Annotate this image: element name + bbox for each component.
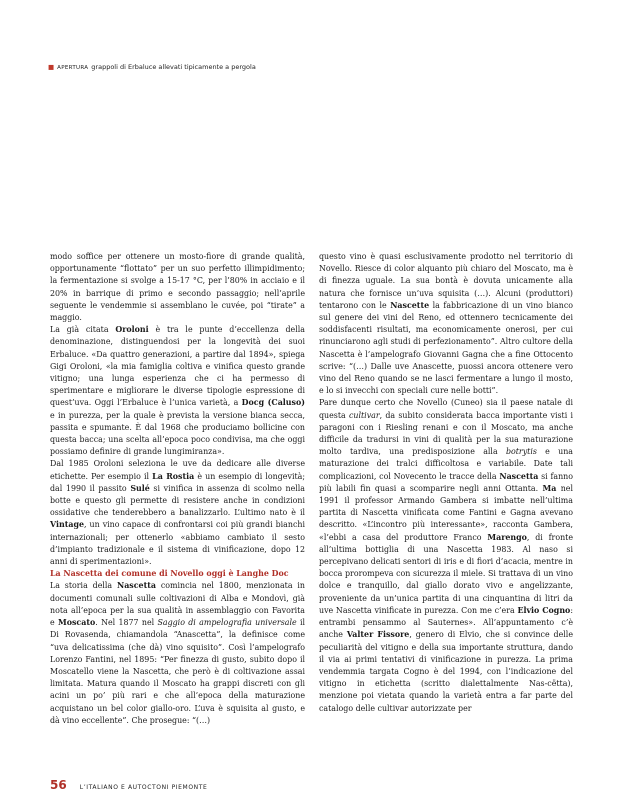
page-number: 56	[50, 778, 67, 792]
page-footer	[50, 774, 207, 793]
photo-caption	[48, 63, 256, 71]
running-title: L’ITALIANO E AUTOCTONI PIEMONTE	[79, 784, 208, 791]
section-heading: La Nascetta dei comune di Novello oggi è Langhe Doc	[50, 569, 289, 579]
left-text-column	[50, 251, 305, 727]
paragraph: La già citata Oroloni è tra le punte d’eccellenza della denominazione, distinguendosi per la longevità dei suoi Erbaluce. «Da quattro generazioni, a partire dal 1894», spiega Gigi Oroloni, «la mia famiglia coltiva e vinifica questo grande vitigno; una lunga esperienza che ci ha permesso di sperimentare e migliorare le diverse tipologie espressione di quest’uva. Oggi l’Erbaluce è l’unica varietà, a Docg (Caluso) e in purezza, per la quale è prevista la versione bianca secca, passita e spumante. È dal 1968 che produciamo bollicine con questa bacca; una scelta all’epoca poco condivisa, ma che oggi possiamo definire di grande lungimiranza».	[50, 325, 305, 457]
paragraph: questo vino è quasi esclusivamente prodotto nel territorio di Novello. Riesce di color alquanto più chiaro del Moscato, ma è di finezza uguale. La sua bontà è dovuta unicamente alla natura che fornisce un’uva squisita (…). Alcuni (produttori) tentarono con le Nascette la fabbricazione di un vino bianco sul genere dei vini del Reno, ed ottennero tecnicamente dei soddisfacenti risultati, ma economicamente onerosi, per cui rinunciarono agli studi di perfezionamento”. Altro cultore della Nascetta è l’ampelografo Giovanni Gagna che a fine Ottocento scrive: “(…) Dalle uve Anascette, puossi ancora ottenere vero vino del Reno quando se ne lasci fermentare a lungo il mosto, e lo si invecchi con speciali cure nelle botti”.	[319, 252, 573, 396]
caption-tag: APERTURA	[57, 65, 89, 71]
paragraph: modo soffice per ottenere un mosto-fiore di grande qualità, opportunamente “flottato” per un suo perfetto illimpidimento; la fermentazione si svolge a 15-17 °C, per l’80% in acciaio e il 20% in barrique di primo e secondo passaggio; nell’aprile seguente le vendemmie si assemblano le cuvée, poi “tirate” a maggio.	[50, 252, 305, 323]
paragraph: La storia della Nascetta comincia nel 1800, menzionata in documenti comunali sulle coltivazioni di Alba e Mondovì, già nota all’epoca per la sua qualità in assemblaggio con Favorita e Moscato. Nel 1877 nel Saggio di ampelografia universale il Di Rovasenda, chiamandola “Anascetta”, la definisce come “uva delicatissima (che dà) vino squisito”. Così l’ampelografo Lorenzo Fantini, nel 1895: “Per finezza di gusto, subito dopo il Moscatello viene la Nascetta, che però è di coltivazione assai limitata. Matura quando il Moscato ha grappi discreti con gli acini un po’ più rari e che all’epoca della maturazione acquistano un bel color giallo-oro. L’uva è squisita al gusto, e dà vino eccellente”. Che prosegue: “(…)	[50, 581, 306, 725]
caption-bullet-icon: ■	[48, 63, 55, 71]
right-text-column	[319, 251, 573, 715]
caption-text: grappoli di Erbaluce allevati tipicamente a pergola	[91, 63, 256, 71]
paragraph: Pare dunque certo che Novello (Cuneo) sia il paese natale di questa cultivar, da subito considerata bacca importante visti i paragoni con i Riesling renani e con il Moscato, ma anche difficile da tradursi in vini di qualità per la sua maturazione molto tardiva, una predisposizione alla botrytis e una maturazione dei tralci difficoltosa e variabile. Date tali complicazioni, col Novecento le tracce della Nascetta si fanno più labili fin quasi a scomparire negli anni Ottanta. Ma nel 1991 il professor Armando Gambera si imbatte nell’ultima partita di Nascetta vinificata come Fantini e Gagna avevano descritto. «L’incontro più interessante», racconta Gambera, «l’ebbi a casa del produttore Franco Marengo, di fronte all’ultima bottiglia di una Nascetta 1983. Al naso si percepivano delicati sentori di iris e di fiori d’acacia, mentre in bocca prorompeva con sicurezza il miele. Si trattava di un vino dolce e tranquillo, dal giallo dorato vivo e angelizzante, proveniente da un’unica partita di una cinquantina di litri da uve Nascetta vinificate in purezza. Con me c’era Elvio Cogno: entrambi pensammo al Sauternes». All’appuntamento c’è anche Valter Fissore, genero di Elvio, che si convince delle peculiarità del vitigno e della sua importante struttura, dando il via ai primi tentativi di vinificazione in purezza. La prima vendemmia targata Cogno è del 1994, con l’indicazione del vitigno in etichetta (scritto dialettalmente Nas-cëtta), menzione poi vietata quando la varietà entra a far parte del catalogo delle cultivar autorizzate per	[319, 398, 573, 713]
paragraph: Dal 1985 Oroloni seleziona le uve da dedicare alle diverse etichette. Per esempio il La Rostia è un esempio di longevità; dal 1990 il passito Sulé si vinifica in assenza di scolmo nella botte e questo gli permette di resistere anche in condizioni ossidative che tenderebbero a banalizzarlo. L’ultimo nato è il Vintage, un vino capace di confrontarsi coi più grandi bianchi internazionali; per ottenerlo «abbiamo cambiato il sesto d’impianto tradizionale e il sistema di vinificazione, dopo 12 anni di sperimentazioni».	[50, 459, 305, 567]
